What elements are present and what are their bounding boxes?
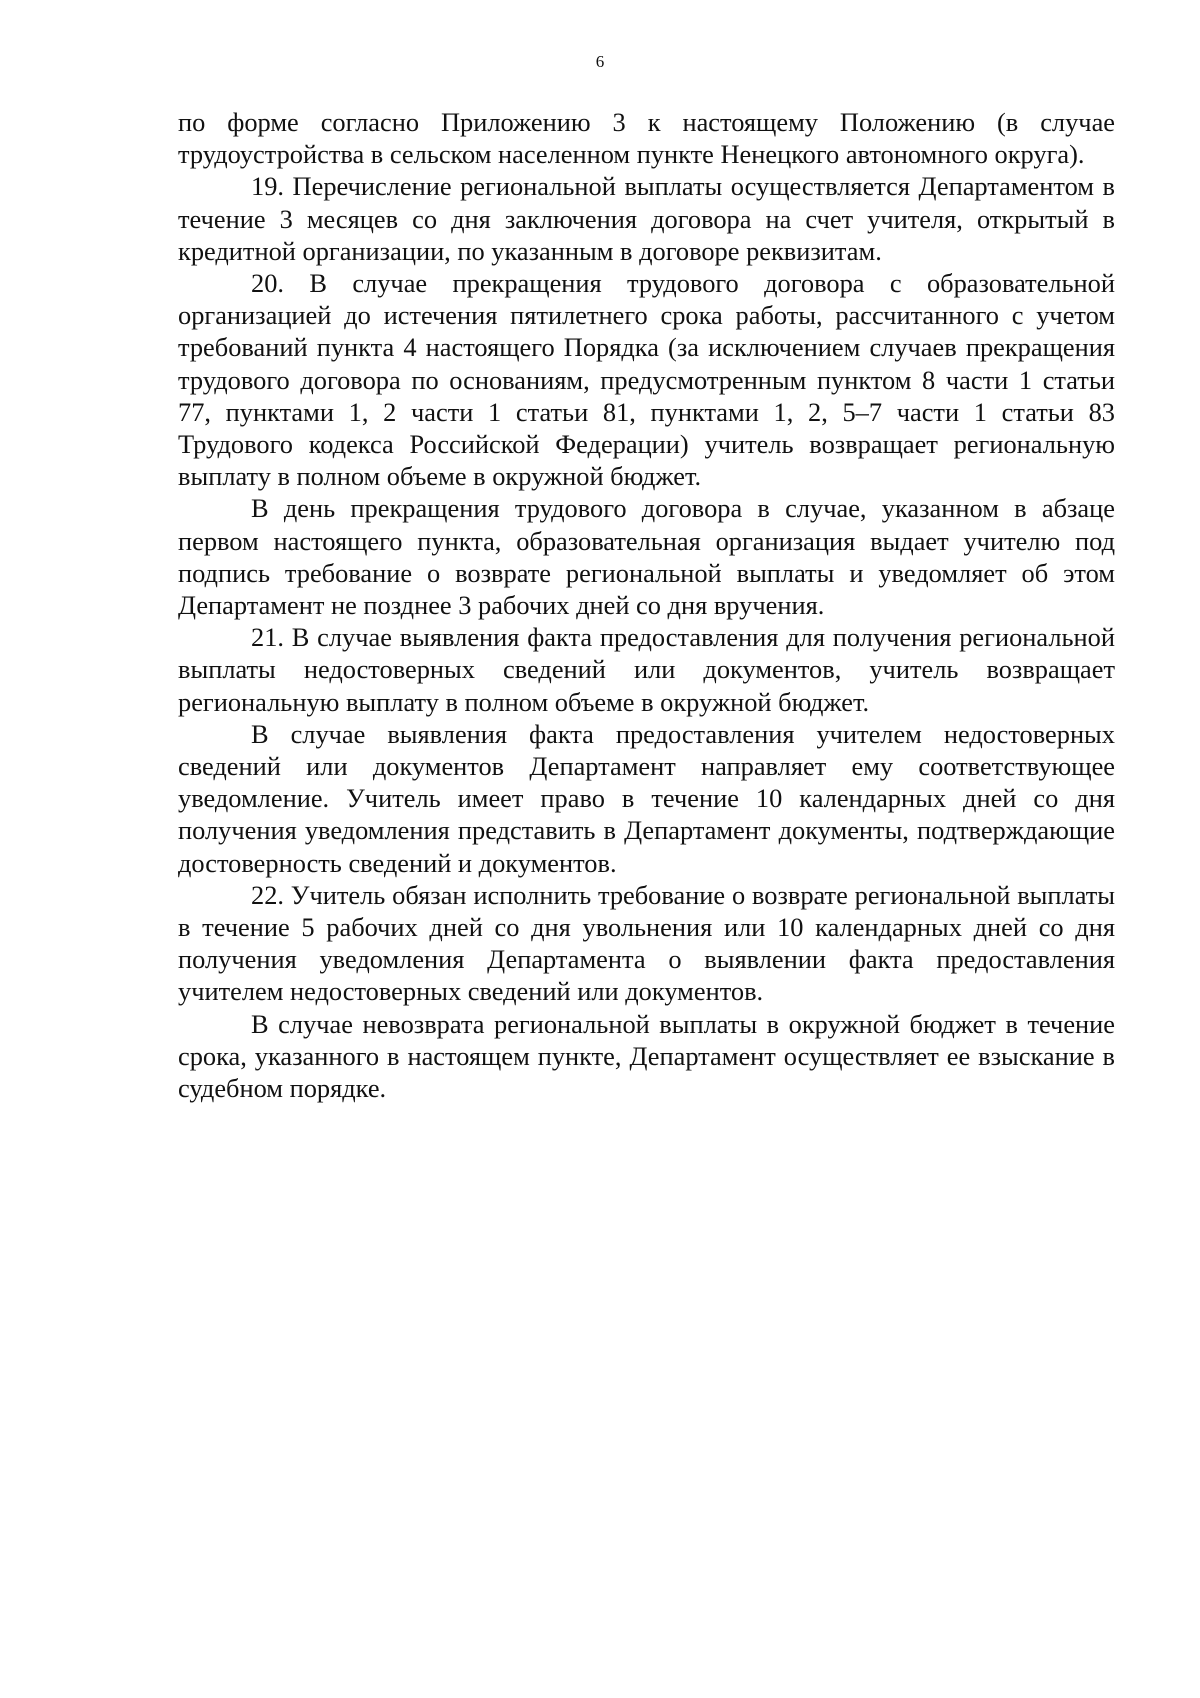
paragraph-item-20: 20. В случае прекращения трудового договора с образовательной организацией до истечения пятилетнего срока работы, рассчитанного с учетом требований пункта 4 настоящего Порядка (за исключением случаев прекращения трудового договора по основаниям, предусмотренным пунктом 8 части 1 статьи 77, пунктами 1, 2 части 1 статьи 81, пунктами 1, 2, 5–7 части 1 статьи 83 Трудового кодекса Российской Федерации) учитель возвращает региональную выплату в полном объеме в окружной бюджет.	[178, 268, 1115, 492]
paragraph-item-21: 21. В случае выявления факта предоставления для получения региональной выплаты недостоверных сведений или документов, учитель возвращает региональную выплату в полном объеме в окружной бюджет.	[178, 622, 1115, 717]
paragraph-item-19: 19. Перечисление региональной выплаты осуществляется Департаментом в течение 3 месяцев со дня заключения договора на счет учителя, открытый в кредитной организации, по указанным в договоре реквизитам.	[178, 171, 1115, 266]
paragraph-item-22-second: В случае невозврата региональной выплаты в окружной бюджет в течение срока, указанного в настоящем пункте, Департамент осуществляет ее взыскание в судебном порядке.	[178, 1008, 1115, 1104]
page-number: 6	[595, 52, 605, 71]
paragraph-item-20-second: В день прекращения трудового договора в случае, указанном в абзаце первом настоящего пункта, образовательная организация выдает учителю под подпись требование о возврате региональной выплаты и уведомляет об этом Департамент не позднее 3 рабочих дней со дня вручения.	[178, 493, 1115, 621]
paragraph-item-22: 22. Учитель обязан исполнить требование о возврате региональной выплаты в течение 5 рабочих дней со дня увольнения или 10 календарных дней со дня получения уведомления Департамента о выявлении факта предоставления учителем недостоверных сведений или документов.	[178, 879, 1115, 1007]
paragraph-continuation: по форме согласно Приложению 3 к настоящему Положению (в случае трудоустройства в сельском населенном пункте Ненецкого автономного округа).	[178, 107, 1115, 170]
document-body	[178, 106, 1115, 1104]
paragraph-item-21-second: В случае выявления факта предоставления учителем недостоверных сведений или документов Департамент направляет ему соответствующее уведомление. Учитель имеет право в течение 10 календарных дней со дня получения уведомления представить в Департамент документы, подтверждающие достоверность сведений и документов.	[178, 718, 1115, 878]
